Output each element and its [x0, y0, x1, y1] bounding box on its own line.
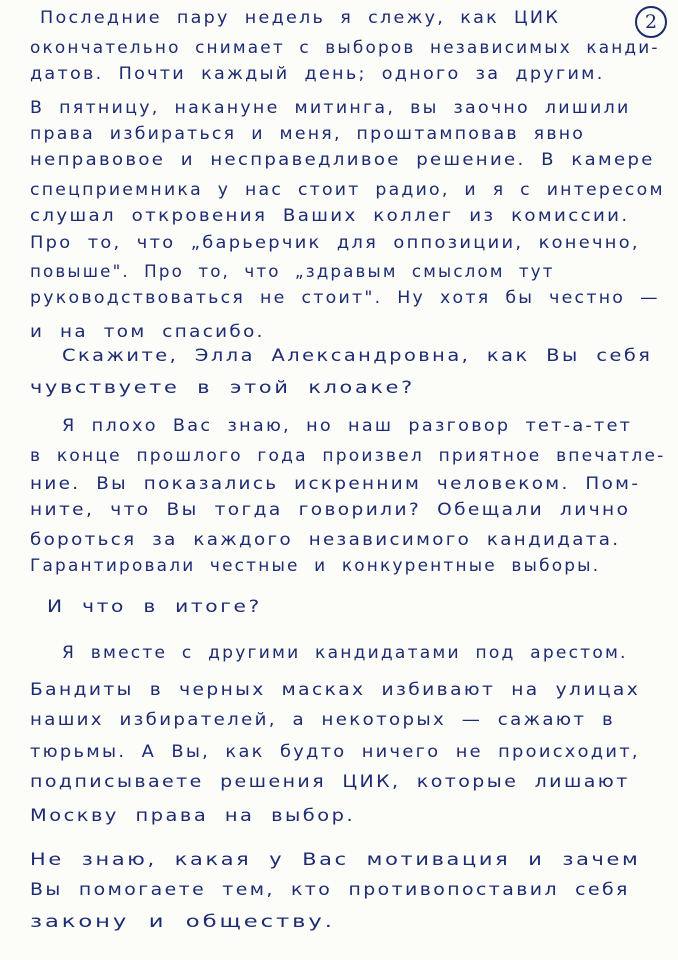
text-line: закону и обществу. [30, 912, 335, 932]
text-line: руководствоваться не стоит". Ну хотя бы честно — [30, 288, 660, 308]
text-line: В пятницу, накануне митинга, вы заочно лишили [30, 98, 631, 118]
text-line: слушал откровения Ваших коллег из комиссии. [30, 206, 630, 226]
text-line: подписываете решения ЦИК, которые лишают [30, 772, 630, 792]
text-line: чувствуете в этой клоаке? [30, 378, 415, 398]
text-line: Последние пару недель я слежу, как ЦИК [40, 8, 561, 28]
text-line: права избираться и меня, проштамповав явно [30, 124, 586, 144]
text-line: датов. Почти каждый день; одного за другим. [30, 64, 605, 84]
text-line: Скажите, Элла Александровна, как Вы себя [62, 346, 653, 366]
text-line: спецприемника у нас стоит радио, и я с интересом [30, 180, 665, 200]
text-line: Вы помогаете тем, кто противопоставил себя [30, 880, 630, 900]
text-line: Бандиты в черных масках избивают на улицах [30, 680, 641, 700]
text-line: Я вместе с другими кандидатами под арестом. [62, 643, 628, 663]
text-line: ните, что Вы тогда говорили? Обещали лично [30, 500, 631, 520]
text-line: в конце прошлого года произвел приятное впечатле- [30, 446, 666, 466]
text-line: окончательно снимает с выборов независимых канди- [30, 38, 660, 58]
text-line: Москву права на выбор. [30, 806, 356, 826]
text-line: Про то, что „барьерчик для оппозиции, конечно, [30, 233, 640, 253]
text-line: И что в итоге? [47, 597, 262, 617]
text-line: ние. Вы показались искренним человеком. Пом- [30, 474, 641, 494]
text-line: Я плохо Вас знаю, но наш разговор тет-а-тет [62, 416, 633, 436]
text-line: и на том спасибо. [30, 322, 265, 342]
text-line: повыше". Про то, что „здравым смыслом тут [30, 262, 555, 282]
text-line: неправовое и несправедливое решение. В камере [30, 150, 655, 170]
text-line: наших избирателей, а некоторых — сажают в [30, 710, 616, 730]
page-number: 2 [635, 6, 667, 38]
text-line: Не знаю, какая у Вас мотивация и зачем [30, 850, 641, 870]
text-line: бороться за каждого независимого кандидата. [30, 530, 621, 550]
text-line: тюрьмы. А Вы, как будто ничего не происходит, [30, 742, 640, 762]
text-line: Гарантировали честные и конкурентные выборы. [30, 556, 601, 576]
